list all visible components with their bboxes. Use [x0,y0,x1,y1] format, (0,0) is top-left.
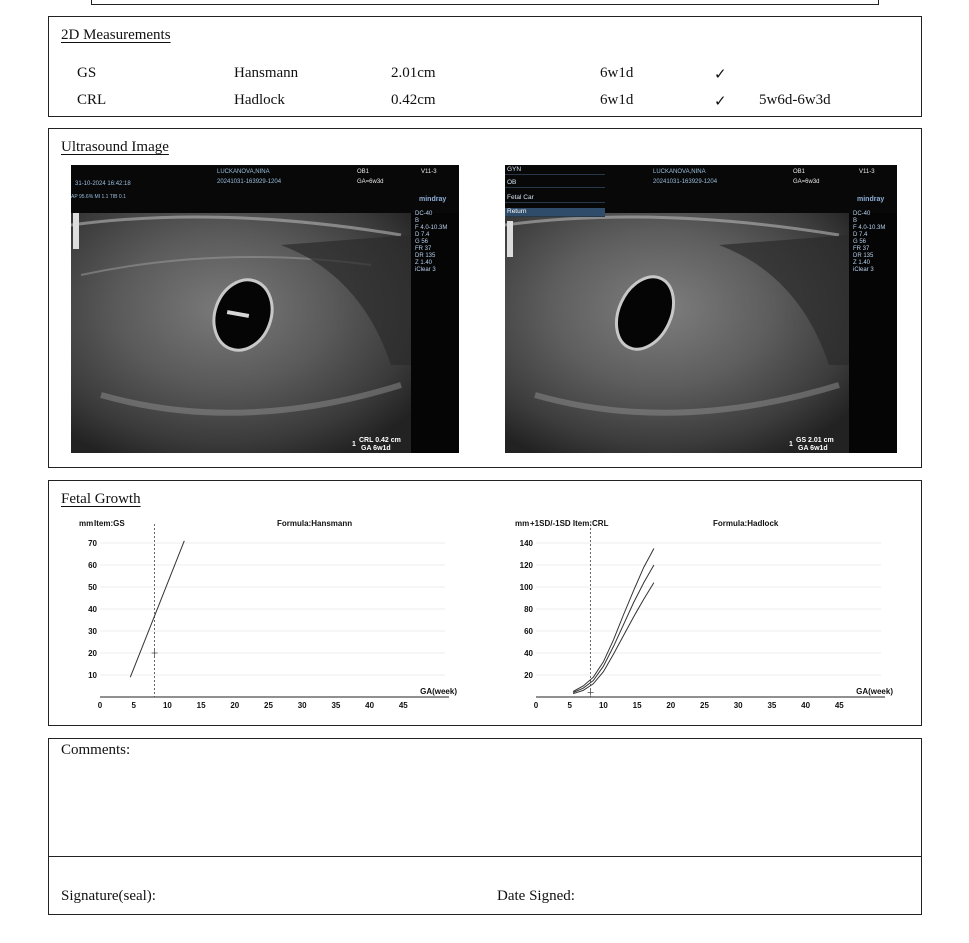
patient-name-1: LUCKANOVA,NINA [217,169,270,175]
x-tick-label: 25 [700,701,709,710]
x-tick-label: 0 [533,701,539,710]
y-tick-label: 70 [88,539,97,548]
meas-number-2: 1 [789,441,793,448]
menu-item-return[interactable]: Return [505,208,605,217]
x-tick-label: 20 [230,701,240,710]
chart-item-title: Item:GS [94,519,125,528]
ultrasound-image-crl [71,165,459,453]
x-tick-label: 5 [567,701,572,710]
x-tick-label: 10 [162,701,172,710]
chart-formula: Formula:Hadlock [713,519,779,528]
menu-item-gyn[interactable]: GYN [505,166,605,175]
x-tick-label: 35 [767,701,777,710]
x-tick-label: 30 [297,701,307,710]
x-tick-label: 15 [632,701,642,710]
y-tick-label: 10 [88,671,97,680]
scan-fan-1 [71,165,459,453]
meas-ga-2: GA 6w1d [798,445,828,452]
row-crl-value: 0.42cm [391,92,436,108]
row-crl-ga: 6w1d [600,92,634,108]
row-crl-check: ✓ [714,94,727,110]
crl-growth-chart [515,517,905,717]
exam-1: OB1 [357,169,370,175]
header-box [91,0,879,5]
comments-section [48,738,922,915]
row-crl-range: 5w6d-6w3d [759,92,831,108]
meas-crl-label: CRL 0.42 cm [359,437,401,444]
x-tick-label: 25 [264,701,273,710]
y-tick-label: 20 [524,671,533,680]
series-line-0 [573,549,654,692]
datetime-1: 31-10-2024 16:42:18 [75,181,131,187]
series-line-1 [573,565,654,693]
scan-params-1: DC-40 B F 4.0-10.3M D 7.4 G 56 FR 37 DR 135 Z 1.40 iClear 3 [415,211,448,273]
comments-divider [49,856,921,857]
fetal-growth-section [48,480,922,726]
unit-label: mm [79,519,94,528]
date-signed-label: Date Signed: [497,888,575,904]
gs-growth-chart [79,517,469,717]
probe-1: V11-3 [421,169,437,175]
series-line-2 [573,583,654,694]
x-tick-label: 30 [733,701,743,710]
unit-label: mm [515,519,530,528]
meas-ga-1: GA 6w1d [361,445,391,452]
x-axis-label: GA(week) [856,687,893,696]
row-gs-item: GS [77,65,97,81]
x-tick-label: 5 [131,701,136,710]
y-tick-label: 40 [524,649,533,658]
x-axis-label: GA(week) [420,687,457,696]
x-tick-label: 35 [331,701,341,710]
fetal-growth-title: Fetal Growth [61,491,141,507]
row-crl-item: CRL [77,92,107,108]
y-tick-label: 140 [519,539,533,548]
row-gs-value: 2.01cm [391,65,436,81]
patient-name-2: LUCKANOVA,NINA [653,169,706,175]
exam-2: OB1 [793,169,806,175]
scan-params-2: DC-40 B F 4.0-10.3M D 7.4 G 56 FR 37 DR 135 Z 1.40 iClear 3 [853,211,886,273]
x-tick-label: 20 [666,701,676,710]
measurements-section [48,16,922,117]
row-gs-ga: 6w1d [600,65,634,81]
row-crl-formula: Hadlock [234,92,285,108]
menu-item-fetal-car[interactable]: Fetal Car [505,194,605,203]
x-tick-label: 40 [365,701,375,710]
comments-label: Comments: [61,742,131,758]
ga-1: GA=6w3d [357,179,384,185]
x-tick-label: 45 [398,701,408,710]
y-tick-label: 100 [519,583,533,592]
measurements-title: 2D Measurements [61,27,171,43]
ap-line-1: AP 95.6% MI 1.1 TIB 0.1 [71,194,126,200]
y-tick-label: 60 [88,561,97,570]
ultrasound-title: Ultrasound Image [61,139,169,155]
study-id-1: 20241031-163929-1204 [217,179,282,185]
x-tick-label: 40 [801,701,811,710]
y-tick-label: 30 [88,627,97,636]
row-gs-formula: Hansmann [234,65,299,81]
chart-item-title: +1SD/-1SD Item:CRL [530,519,609,528]
ga-2: GA=6w3d [793,179,820,185]
x-tick-label: 45 [834,701,844,710]
brand-logo-2: mindray [857,196,885,203]
y-tick-label: 40 [88,605,97,614]
y-tick-label: 50 [88,583,97,592]
study-id-2: 20241031-163929-1204 [653,179,718,185]
menu-item-ob[interactable]: OB [505,179,605,188]
brand-logo-1: mindray [419,196,447,203]
chart-formula: Formula:Hansmann [277,519,353,528]
ultrasound-section [48,128,922,468]
x-tick-label: 0 [97,701,103,710]
y-tick-label: 60 [524,627,533,636]
y-tick-label: 80 [524,605,533,614]
ultrasound-image-gs [505,165,897,453]
probe-2: V11-3 [859,169,875,175]
x-tick-label: 10 [598,701,608,710]
row-gs-check: ✓ [714,67,727,83]
x-tick-label: 15 [196,701,206,710]
meas-gs-label: GS 2.01 cm [796,437,834,444]
y-tick-label: 120 [519,561,533,570]
y-tick-label: 20 [88,649,97,658]
meas-number-1: 1 [352,441,356,448]
signature-label: Signature(seal): [61,888,156,904]
